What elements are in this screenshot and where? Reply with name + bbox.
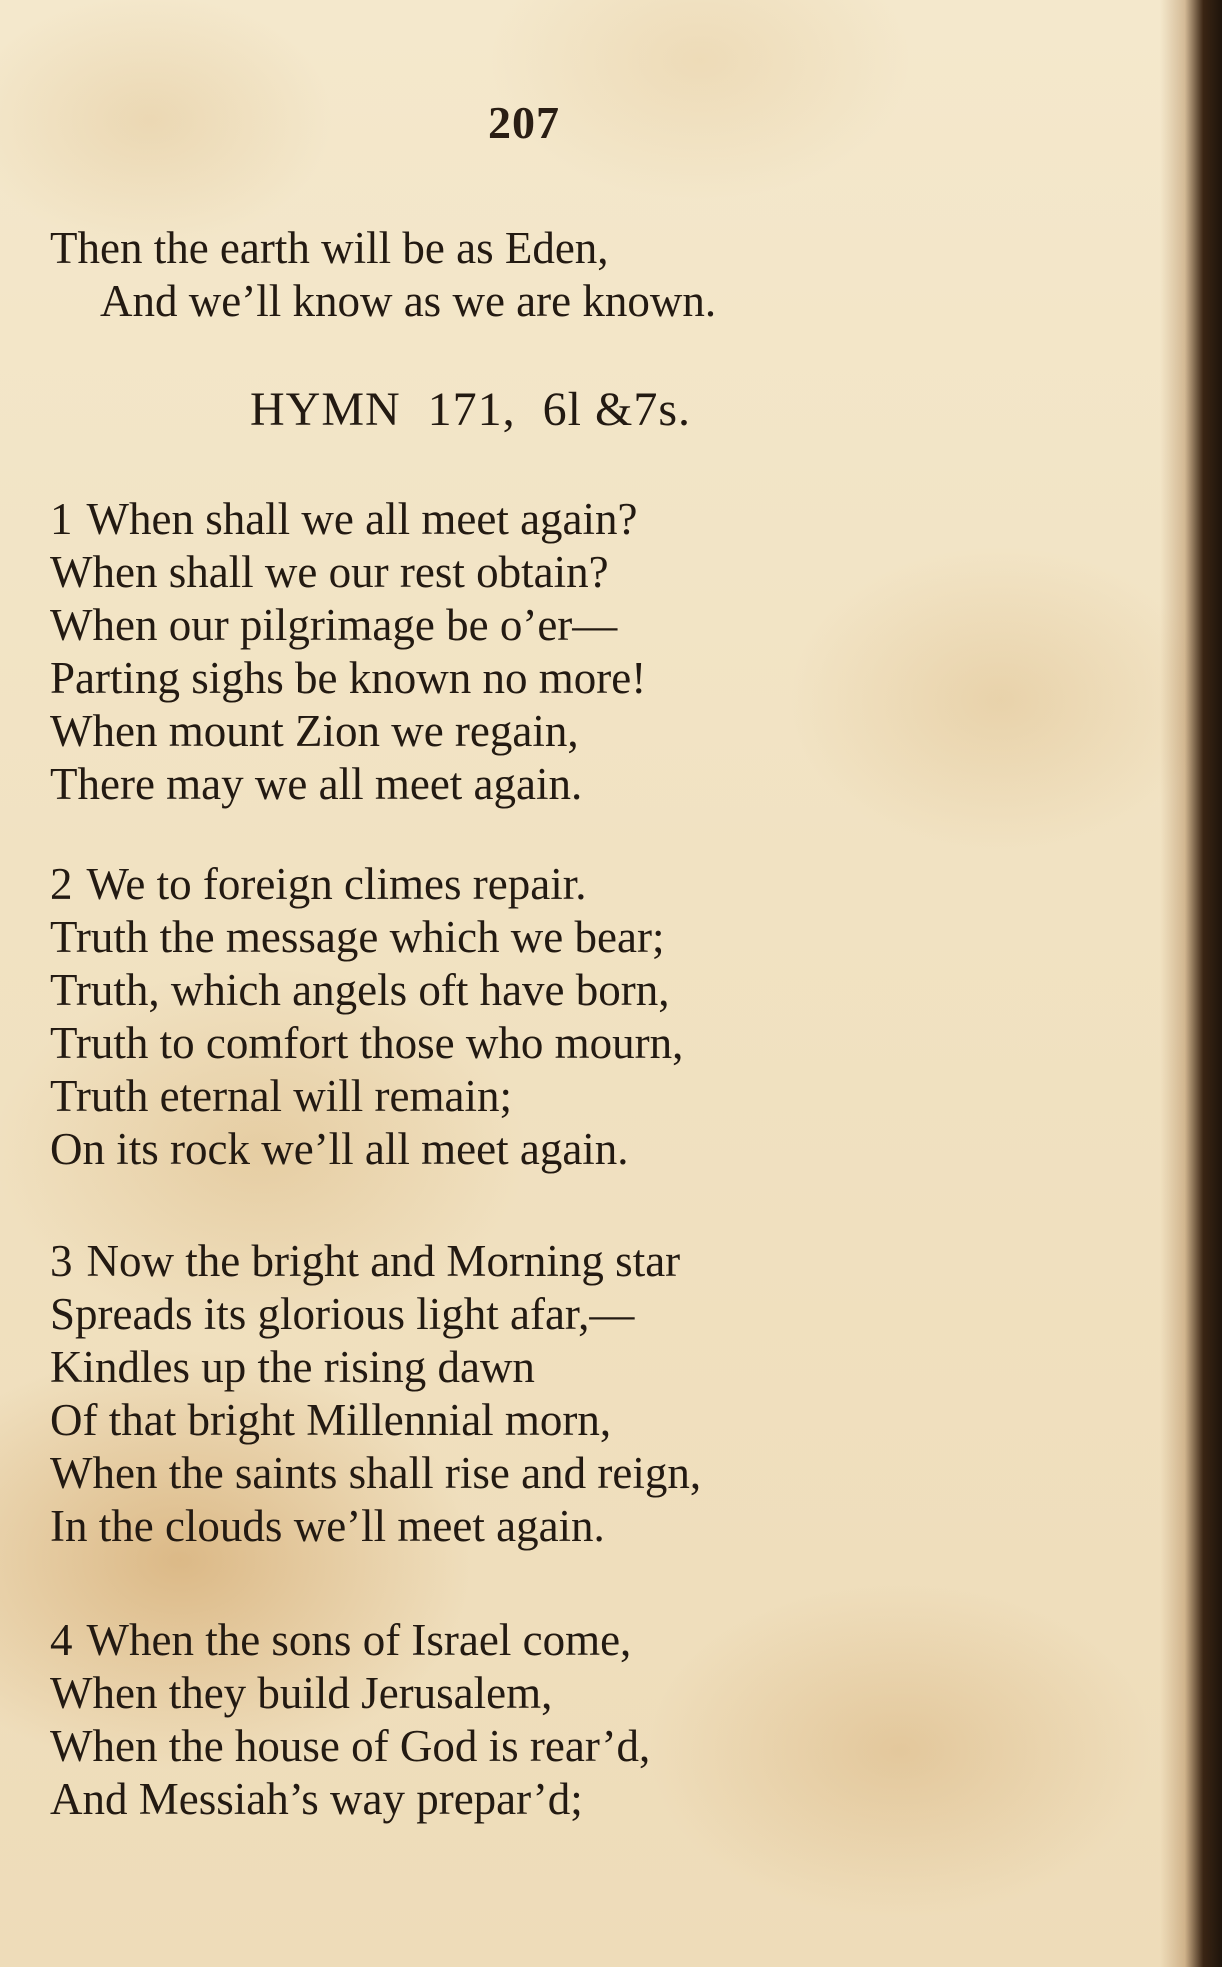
hymn-meter: 6l &7s.: [542, 383, 692, 436]
verse-line: Truth the message which we bear;: [50, 912, 665, 962]
verse-line: Parting sighs be known no more!: [50, 653, 647, 703]
verse-line: Of that bright Millennial morn,: [50, 1395, 612, 1445]
verse-line: We to foreign climes repair.: [86, 859, 587, 909]
verse-line: Truth, which angels oft have born,: [50, 965, 670, 1015]
verse-line-first: [50, 493, 646, 546]
verse-line: When shall we our rest obtain?: [50, 547, 609, 597]
verse-line: And we’ll know as we are known.: [100, 276, 717, 326]
verse-line: When shall we all meet again?: [86, 494, 638, 544]
verse-line: On its rock we’ll all meet again.: [50, 1124, 629, 1174]
verse-line: When the house of God is rear’d,: [50, 1721, 651, 1771]
stanza-3: [50, 1235, 701, 1553]
book-spine-edge: [1160, 0, 1222, 1967]
stanza-number: 2: [50, 859, 73, 909]
stanza-number: 3: [50, 1236, 73, 1286]
stanza-4: [50, 1614, 650, 1826]
stanza-number: 4: [50, 1615, 73, 1665]
verse-line: Truth eternal will remain;: [50, 1071, 512, 1121]
hymn-number: 171,: [427, 383, 516, 436]
verse-line-first: [50, 1614, 650, 1667]
stanza-1: [50, 493, 646, 811]
page-number: 207: [488, 97, 560, 148]
verse-line: When the saints shall rise and reign,: [50, 1448, 702, 1498]
verse-line: There may we all meet again.: [50, 759, 583, 809]
verse-line: Truth to comfort those who mourn,: [50, 1018, 684, 1068]
continuation-verse: [50, 222, 716, 328]
verse-line: Spreads its glorious light afar,—: [50, 1289, 635, 1339]
verse-line-first: [50, 858, 683, 911]
verse-line: In the clouds we’ll meet again.: [50, 1501, 605, 1551]
verse-line: When mount Zion we regain,: [50, 706, 579, 756]
verse-line: Then the earth will be as Eden,: [50, 223, 609, 273]
verse-line: Kindles up the rising dawn: [50, 1342, 535, 1392]
verse-line: When the sons of Israel come,: [86, 1615, 632, 1665]
stanza-number: 1: [50, 494, 73, 544]
hymn-heading: [250, 382, 705, 437]
hymn-label: HYMN: [250, 383, 401, 436]
stanza-2: [50, 858, 683, 1176]
verse-line: When they build Jerusalem,: [50, 1668, 553, 1718]
verse-line-first: [50, 1235, 701, 1288]
verse-line: Now the bright and Morning star: [86, 1236, 681, 1286]
verse-line: When our pilgrimage be o’er—: [50, 600, 618, 650]
verse-line: And Messiah’s way prepar’d;: [50, 1774, 583, 1824]
